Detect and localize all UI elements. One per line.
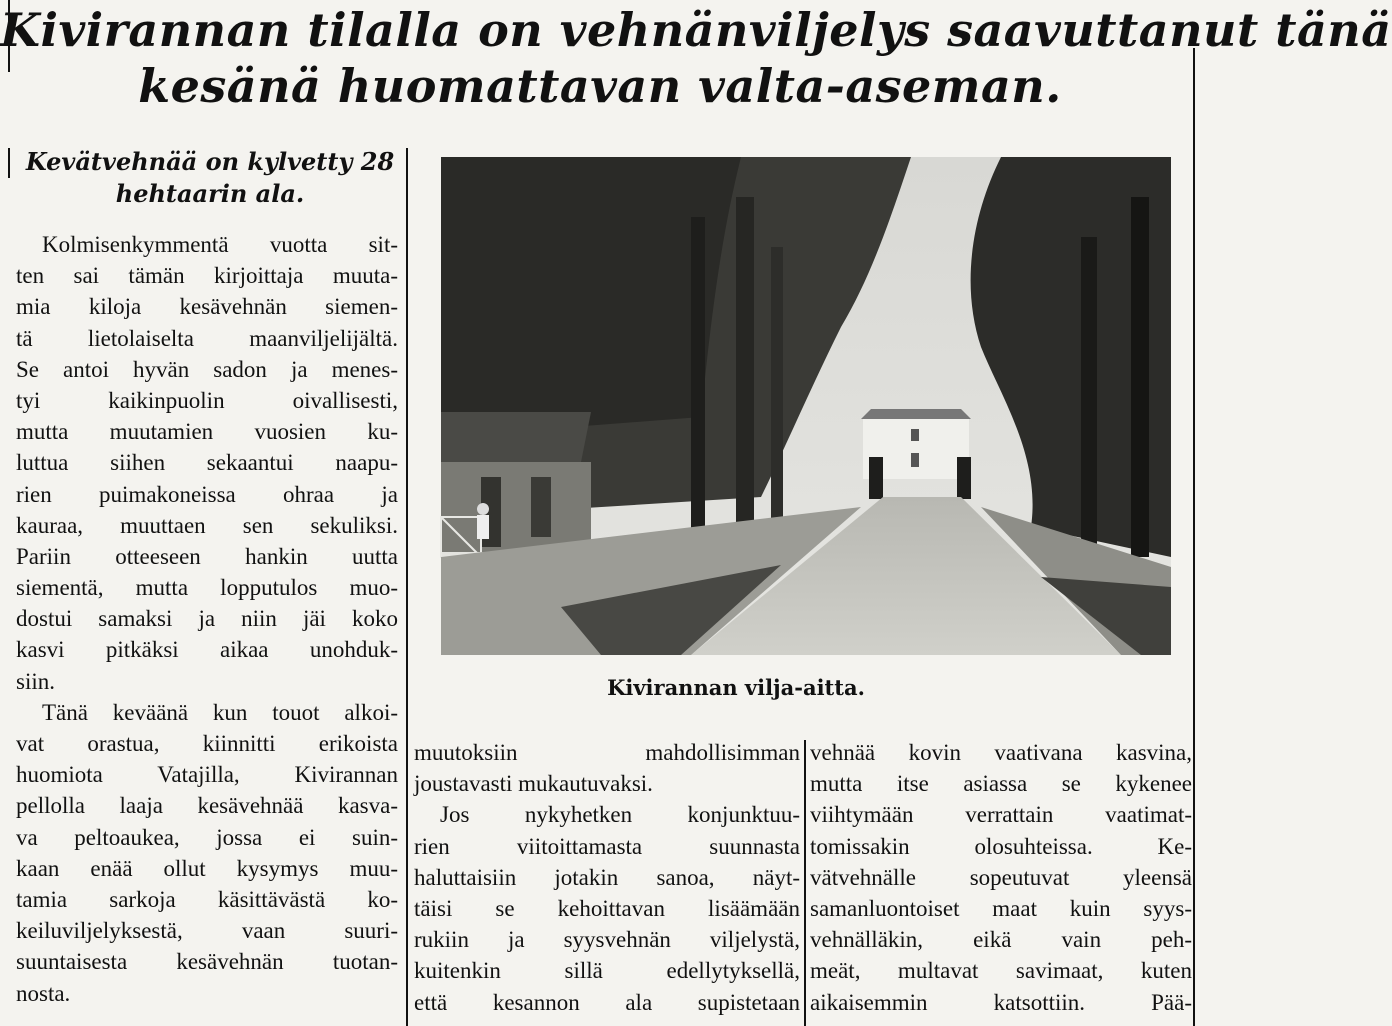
granary-photo <box>441 157 1171 655</box>
text-line: dostui samaksi ja niin jäi koko <box>16 606 398 632</box>
text-line: aikaisemmin katsottiin. Pää- <box>810 989 1192 1015</box>
text-line: samanluontoiset maat kuin syys- <box>810 895 1192 921</box>
left-border-rule-lower <box>8 148 10 178</box>
text-line: muutoksiin mahdollisimman <box>414 740 800 765</box>
photo-caption: Kivirannan vilja-aitta. <box>607 675 865 700</box>
text-line: rien puimakoneissa ohraa ja <box>16 481 398 507</box>
text-line: Kolmisenkymmentä vuotta sit- <box>42 232 398 257</box>
subheading-line-1: Kevätvehnää on kylvetty 28 <box>25 147 395 176</box>
text-line: että kesannon ala supistetaan <box>414 989 800 1015</box>
text-line: meät, multavat savimaat, kuten <box>810 958 1192 984</box>
text-line: haluttaisiin jotakin sanoa, näyt- <box>414 864 800 890</box>
text-line: va peltoaukea, jossa ei suin- <box>16 824 398 850</box>
text-line: tyi kaikinpuolin oivallisesti, <box>16 387 398 413</box>
right-border-rule <box>1193 48 1195 1026</box>
text-line: Se antoi hyvän sadon ja menes- <box>16 356 398 382</box>
granary-photo-illustration <box>441 157 1171 655</box>
text-line: rukiin ja syysvehnän viljelystä, <box>414 927 800 953</box>
text-line: mutta itse asiassa se kykenee <box>810 771 1192 797</box>
column-rule-1 <box>406 148 408 1026</box>
text-line: kauraa, muuttaen sen sekuliksi. <box>16 512 398 538</box>
text-line: suuntaisesta kesävehnän tuotan- <box>16 949 398 975</box>
headline-line-2: kesänä huomattavan valta-aseman. <box>138 59 1062 113</box>
text-line: kaan enää ollut kysymys muu- <box>16 855 398 881</box>
article-column-2 <box>414 737 800 1018</box>
text-line: Jos nykyhetken konjunktuu- <box>440 802 800 828</box>
text-line: tä lietolaiselta maanviljelijältä. <box>16 325 398 351</box>
subheading <box>20 146 400 210</box>
text-line: mia kiloja kesävehnän siemen- <box>16 294 398 320</box>
column-rule-2 <box>804 740 806 1026</box>
text-line: vat orastua, kiinnitti erikoista <box>16 731 398 756</box>
text-line: ten sai tämän kirjoittaja muuta- <box>16 263 398 289</box>
text-line: rien viitoittamasta suunnasta <box>414 833 800 859</box>
text-line: siementä, mutta lopputulos muo- <box>16 575 398 601</box>
article-column-3 <box>810 737 1192 1018</box>
text-line: vehnää kovin vaativana kasvina, <box>810 740 1192 765</box>
headline <box>0 2 1392 114</box>
text-line: kasvi pitkäksi aikaa unohduk- <box>16 637 398 663</box>
text-line: luttua siihen sekaantui naapu- <box>16 450 398 476</box>
text-line: Pariin otteeseen hankin uutta <box>16 543 398 569</box>
text-line: siin. <box>16 668 55 694</box>
text-line: huomiota Vatajilla, Kivirannan <box>16 762 398 788</box>
text-line: viihtymään verrattain vaatimat- <box>810 802 1192 828</box>
subheading-line-2: hehtaarin ala. <box>115 179 305 208</box>
text-line: keiluviljelyksestä, vaan suuri- <box>16 918 398 944</box>
text-line: joustavasti mukautuvaksi. <box>414 771 653 797</box>
text-line: vätvehnälle sopeutuvat yleensä <box>810 864 1192 890</box>
text-line: mutta muutamien vuosien ku- <box>16 419 398 445</box>
text-line: pellolla laaja kesävehnää kasva- <box>16 793 398 819</box>
text-line: tomissakin olosuhteissa. Ke- <box>810 833 1192 859</box>
text-line: vehnälläkin, eikä vain peh- <box>810 927 1192 953</box>
text-line: täisi se kehoittavan lisäämään <box>414 895 800 921</box>
text-line: tamia sarkoja käsittävästä ko- <box>16 886 398 912</box>
text-line: nosta. <box>16 980 71 1006</box>
text-line: kuitenkin sillä edellytyksellä, <box>414 958 800 984</box>
text-line: Tänä keväänä kun touot alkoi- <box>42 699 398 725</box>
article-column-1 <box>16 229 398 1009</box>
headline-line-1: Kivirannan tilalla on vehnänviljelys saavuttanut tänä <box>0 3 1392 57</box>
